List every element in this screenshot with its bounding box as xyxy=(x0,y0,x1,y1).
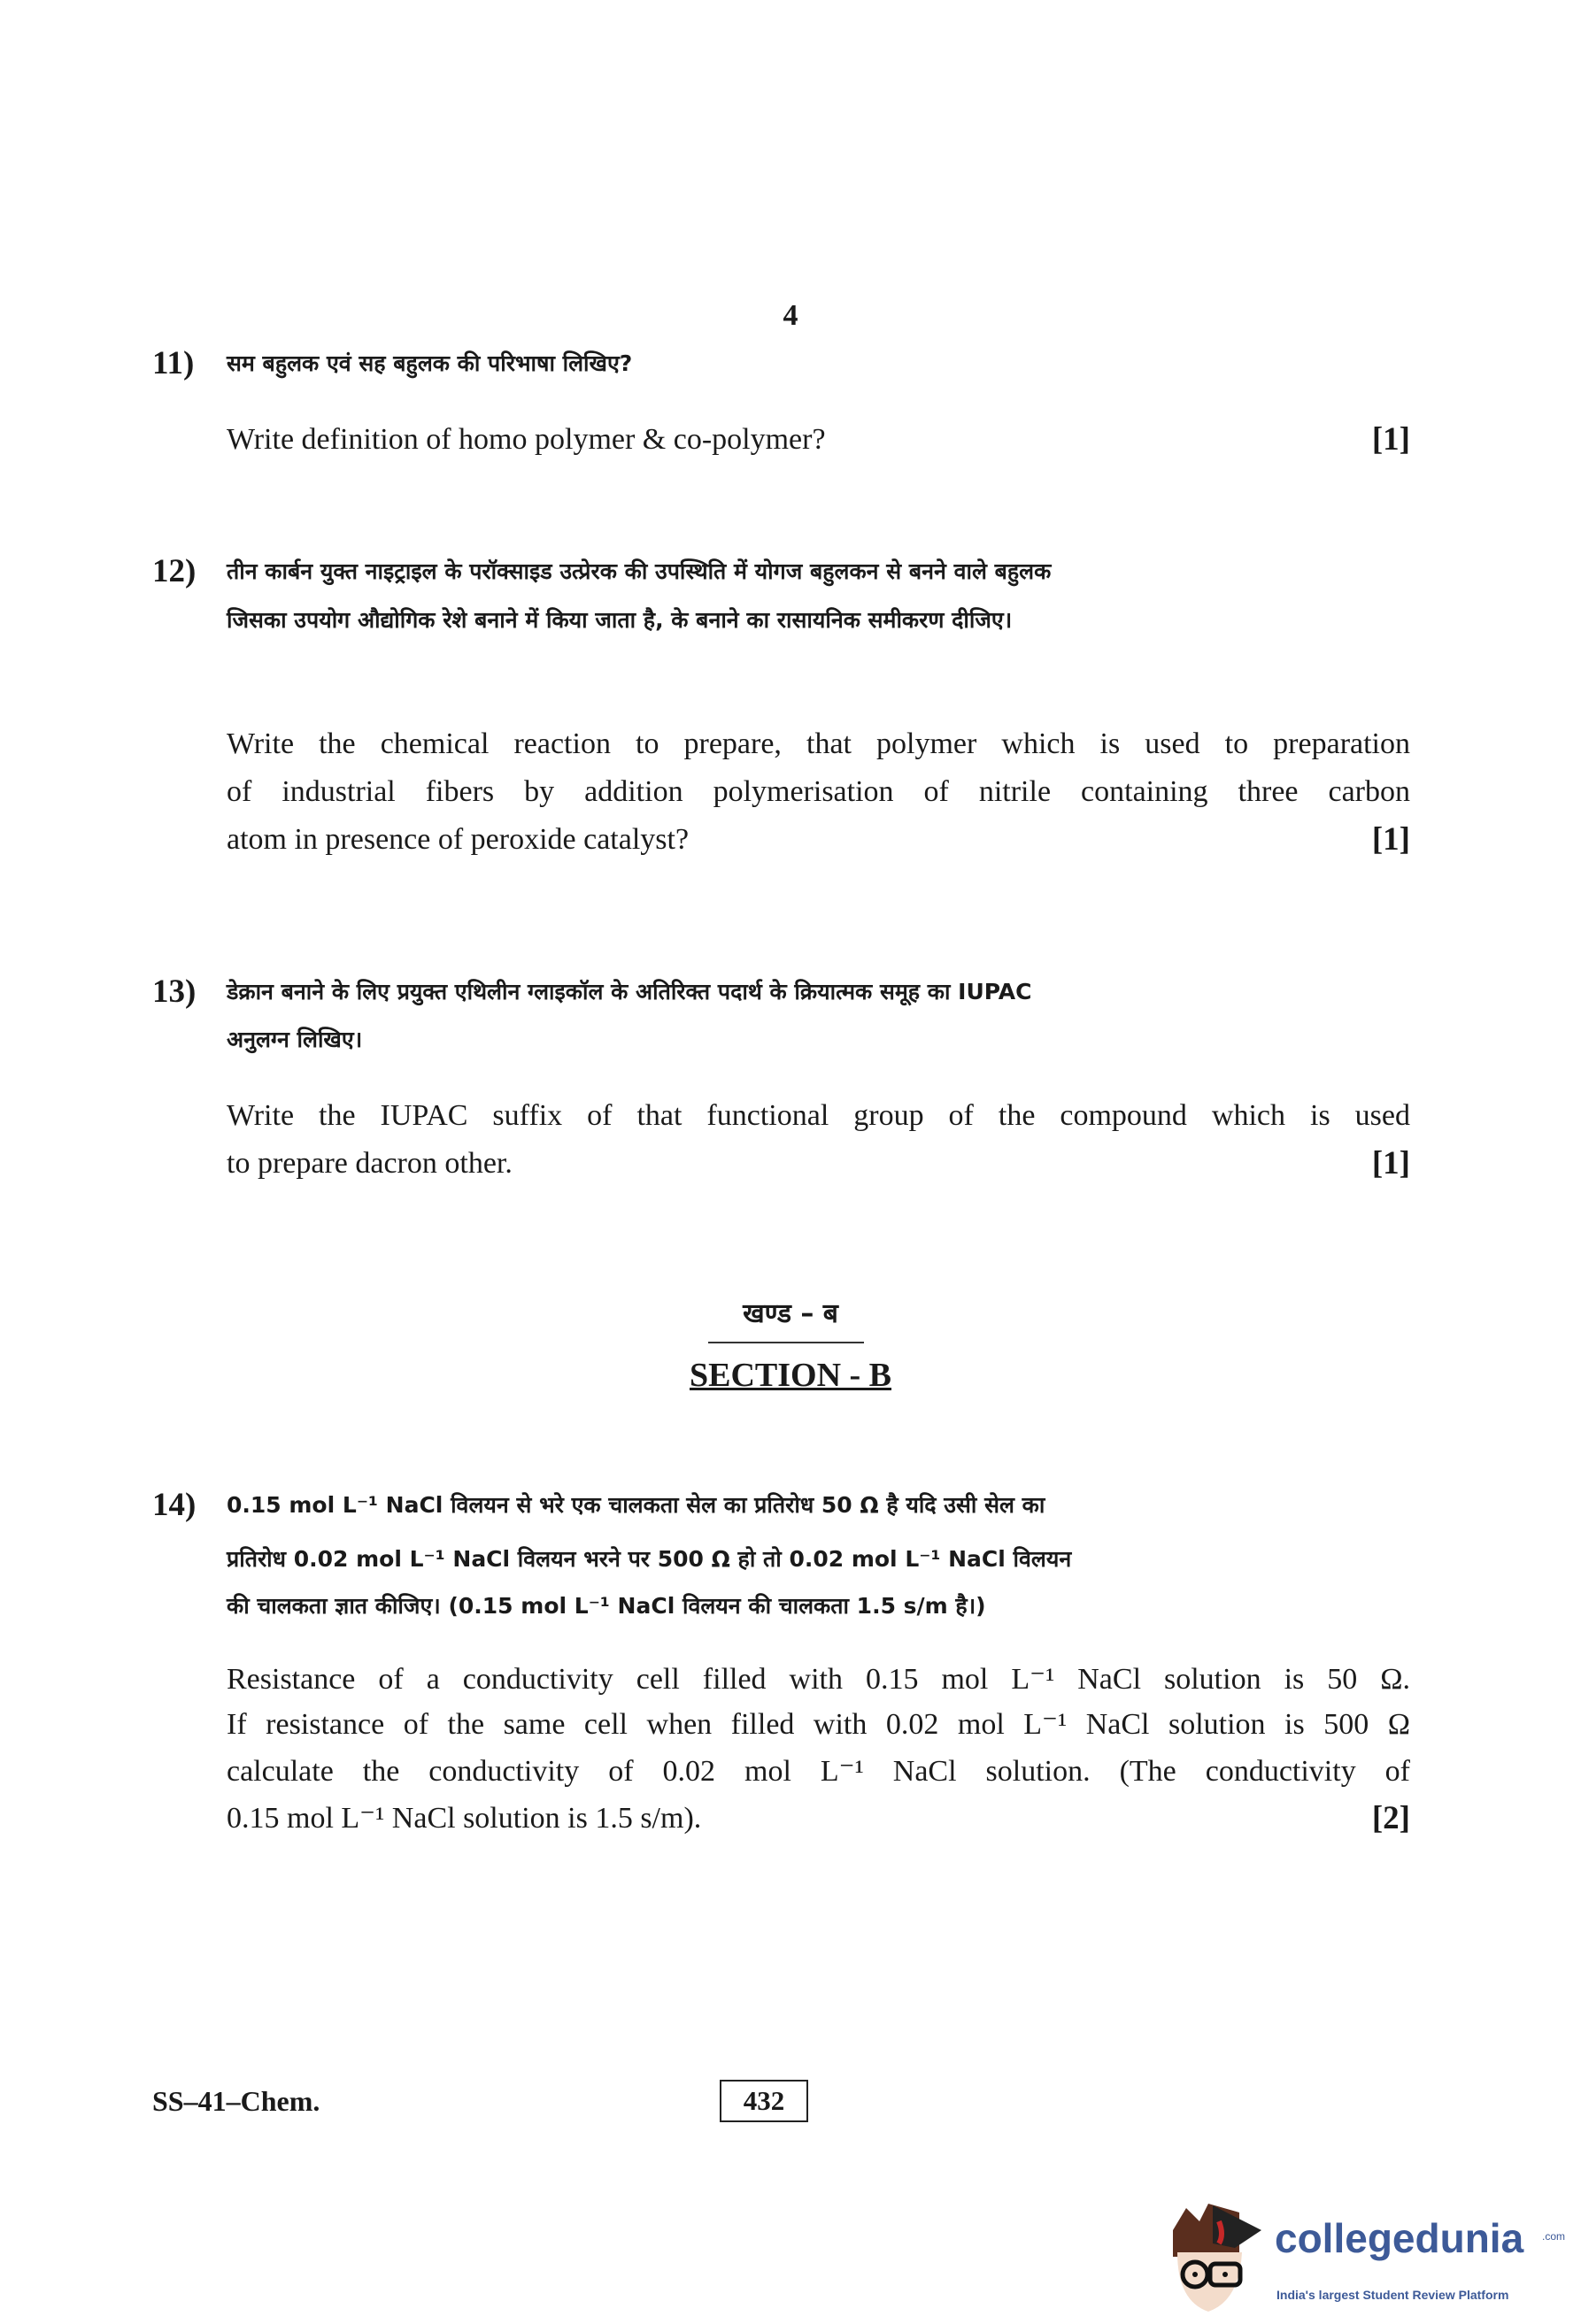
question-number: 13) xyxy=(152,973,197,1010)
question-hindi-line: प्रतिरोध 0.02 mol L⁻¹ NaCl विलयन भरने पर 500 Ω हो तो 0.02 mol L⁻¹ NaCl विलयन xyxy=(227,1546,1072,1572)
question-hindi-line: डेक्रान बनाने के लिए प्रयुक्त एथिलीन ग्लाइकॉल के अतिरिक्त पदार्थ के क्रियात्मक समूह का IUPAC xyxy=(227,979,1032,1004)
section-title-english: SECTION - B xyxy=(689,1357,892,1394)
marks: [1] xyxy=(1371,1145,1410,1181)
question-english-line: Write definition of homo polymer & co-polymer? xyxy=(227,423,826,456)
question-english-line: atom in presence of peroxide catalyst? xyxy=(227,823,690,856)
paper-code: SS–41–Chem. xyxy=(152,2085,320,2117)
section-title-hindi: खण्ड – ब xyxy=(743,1298,838,1329)
question-number: 12) xyxy=(152,553,197,589)
page-number: 4 xyxy=(783,299,798,332)
question-english-line: Resistance of a conductivity cell filled with 0.15 mol L⁻¹ NaCl solution is 50 Ω. xyxy=(227,1663,1410,1696)
question-english-line: of industrial fibers by addition polymerisation of nitrile containing three carbon xyxy=(227,775,1410,808)
question-number: 14) xyxy=(152,1487,197,1523)
marks: [1] xyxy=(1371,421,1410,458)
question-hindi-line: तीन कार्बन युक्त नाइट्राइल के परॉक्साइड उत्प्रेरक की उपस्थिति में योगज बहुलकन से बनने वाले बहुलक xyxy=(227,558,1052,584)
question-english-line: to prepare dacron other. xyxy=(227,1147,513,1180)
question-hindi-line: सम बहुलक एवं सह बहुलक की परिभाषा लिखिए? xyxy=(227,350,633,376)
question-hindi-line: की चालकता ज्ञात कीजिए। (0.15 mol L⁻¹ NaCl विलयन की चालकता 1.5 s/m है।) xyxy=(227,1593,986,1619)
question-english-line: Write the IUPAC suffix of that functional group of the compound which is used xyxy=(227,1099,1410,1132)
marks: [2] xyxy=(1371,1800,1410,1836)
question-english-line: 0.15 mol L⁻¹ NaCl solution is 1.5 s/m). xyxy=(227,1802,702,1835)
question-number: 11) xyxy=(152,345,195,381)
marks: [1] xyxy=(1371,821,1410,858)
question-hindi-line: जिसका उपयोग औद्योगिक रेशे बनाने में किया जाता है, के बनाने का रासायनिक समीकरण दीजिए। xyxy=(227,607,1013,633)
page-box-number: 432 xyxy=(720,2080,808,2122)
collegedunia-mascot-icon xyxy=(1155,2195,1270,2319)
question-hindi-line: 0.15 mol L⁻¹ NaCl विलयन से भरे एक चालकता सेल का प्रतिरोध 50 Ω है यदि उसी सेल का xyxy=(227,1492,1045,1518)
question-hindi-line: अनुलग्न लिखिए। xyxy=(227,1027,363,1052)
question-english-line: If resistance of the same cell when filled with 0.02 mol L⁻¹ NaCl solution is 500 Ω xyxy=(227,1708,1410,1741)
section-divider xyxy=(708,1342,864,1343)
logo-wordmark: collegedunia xyxy=(1275,2215,1524,2261)
logo-tagline: India's largest Student Review Platform xyxy=(1276,2288,1509,2302)
question-english-line: Write the chemical reaction to prepare, that polymer which is used to preparation xyxy=(227,727,1410,760)
logo-suffix: .com xyxy=(1542,2230,1566,2243)
question-english-line: calculate the conductivity of 0.02 mol L⁻¹ NaCl solution. (The conductivity of xyxy=(227,1755,1410,1788)
